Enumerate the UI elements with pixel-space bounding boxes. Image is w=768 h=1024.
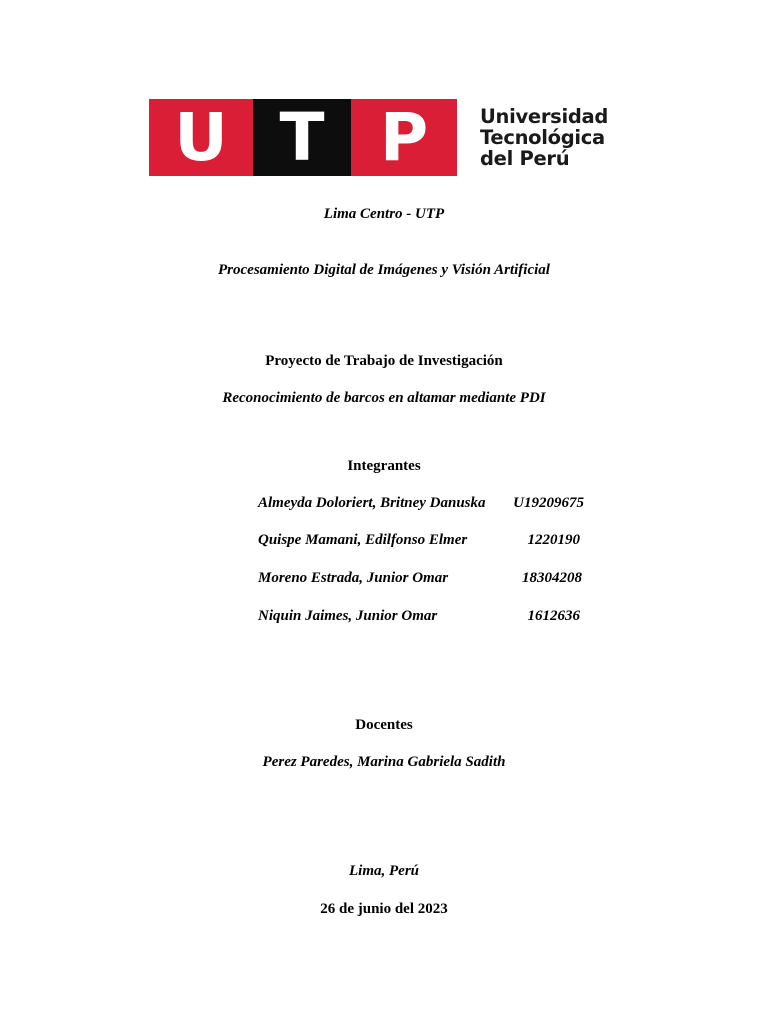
course-title: Procesamiento Digital de Imágenes y Visión Artificial [218, 262, 550, 278]
member-name: Almeyda Doloriert, Britney Danuska [258, 495, 486, 511]
member-name: Quispe Mamani, Edilfonso Elmer [258, 532, 468, 548]
logo-block-p [351, 99, 457, 176]
logo-university-name [480, 106, 608, 169]
member-code: 18304208 [522, 570, 582, 586]
member-code: 1612636 [527, 608, 580, 624]
logo-letter-t: T [279, 99, 325, 176]
member-name: Niquin Jaimes, Junior Omar [258, 608, 438, 624]
logo-letter-u: U [174, 99, 228, 176]
logo-name-line-2: Tecnológica [480, 126, 605, 149]
campus-line: Lima Centro - UTP [323, 206, 445, 222]
member-name: Moreno Estrada, Junior Omar [258, 570, 449, 586]
logo-name-line-1: Universidad [480, 105, 609, 128]
project-label: Proyecto de Trabajo de Investigación [265, 353, 503, 369]
logo-letter-p: P [379, 99, 429, 176]
member-row [258, 608, 580, 626]
logo-block-t [253, 99, 351, 176]
city-line: Lima, Perú [349, 863, 419, 879]
members-heading: Integrantes [347, 458, 421, 474]
teacher-name: Perez Paredes, Marina Gabriela Sadith [262, 754, 506, 770]
logo-name-line-3: del Perú [480, 147, 570, 170]
date-line: 26 de junio del 2023 [320, 901, 448, 917]
utp-logo [149, 99, 625, 177]
project-title: Reconocimiento de barcos en altamar mediante PDI [222, 390, 546, 406]
member-code: U19209675 [513, 495, 584, 511]
logo-block-u [149, 99, 253, 176]
member-row [258, 495, 584, 513]
member-row [258, 570, 582, 588]
member-code: 1220190 [527, 532, 580, 548]
member-row [258, 532, 580, 550]
teachers-heading: Docentes [355, 717, 413, 733]
